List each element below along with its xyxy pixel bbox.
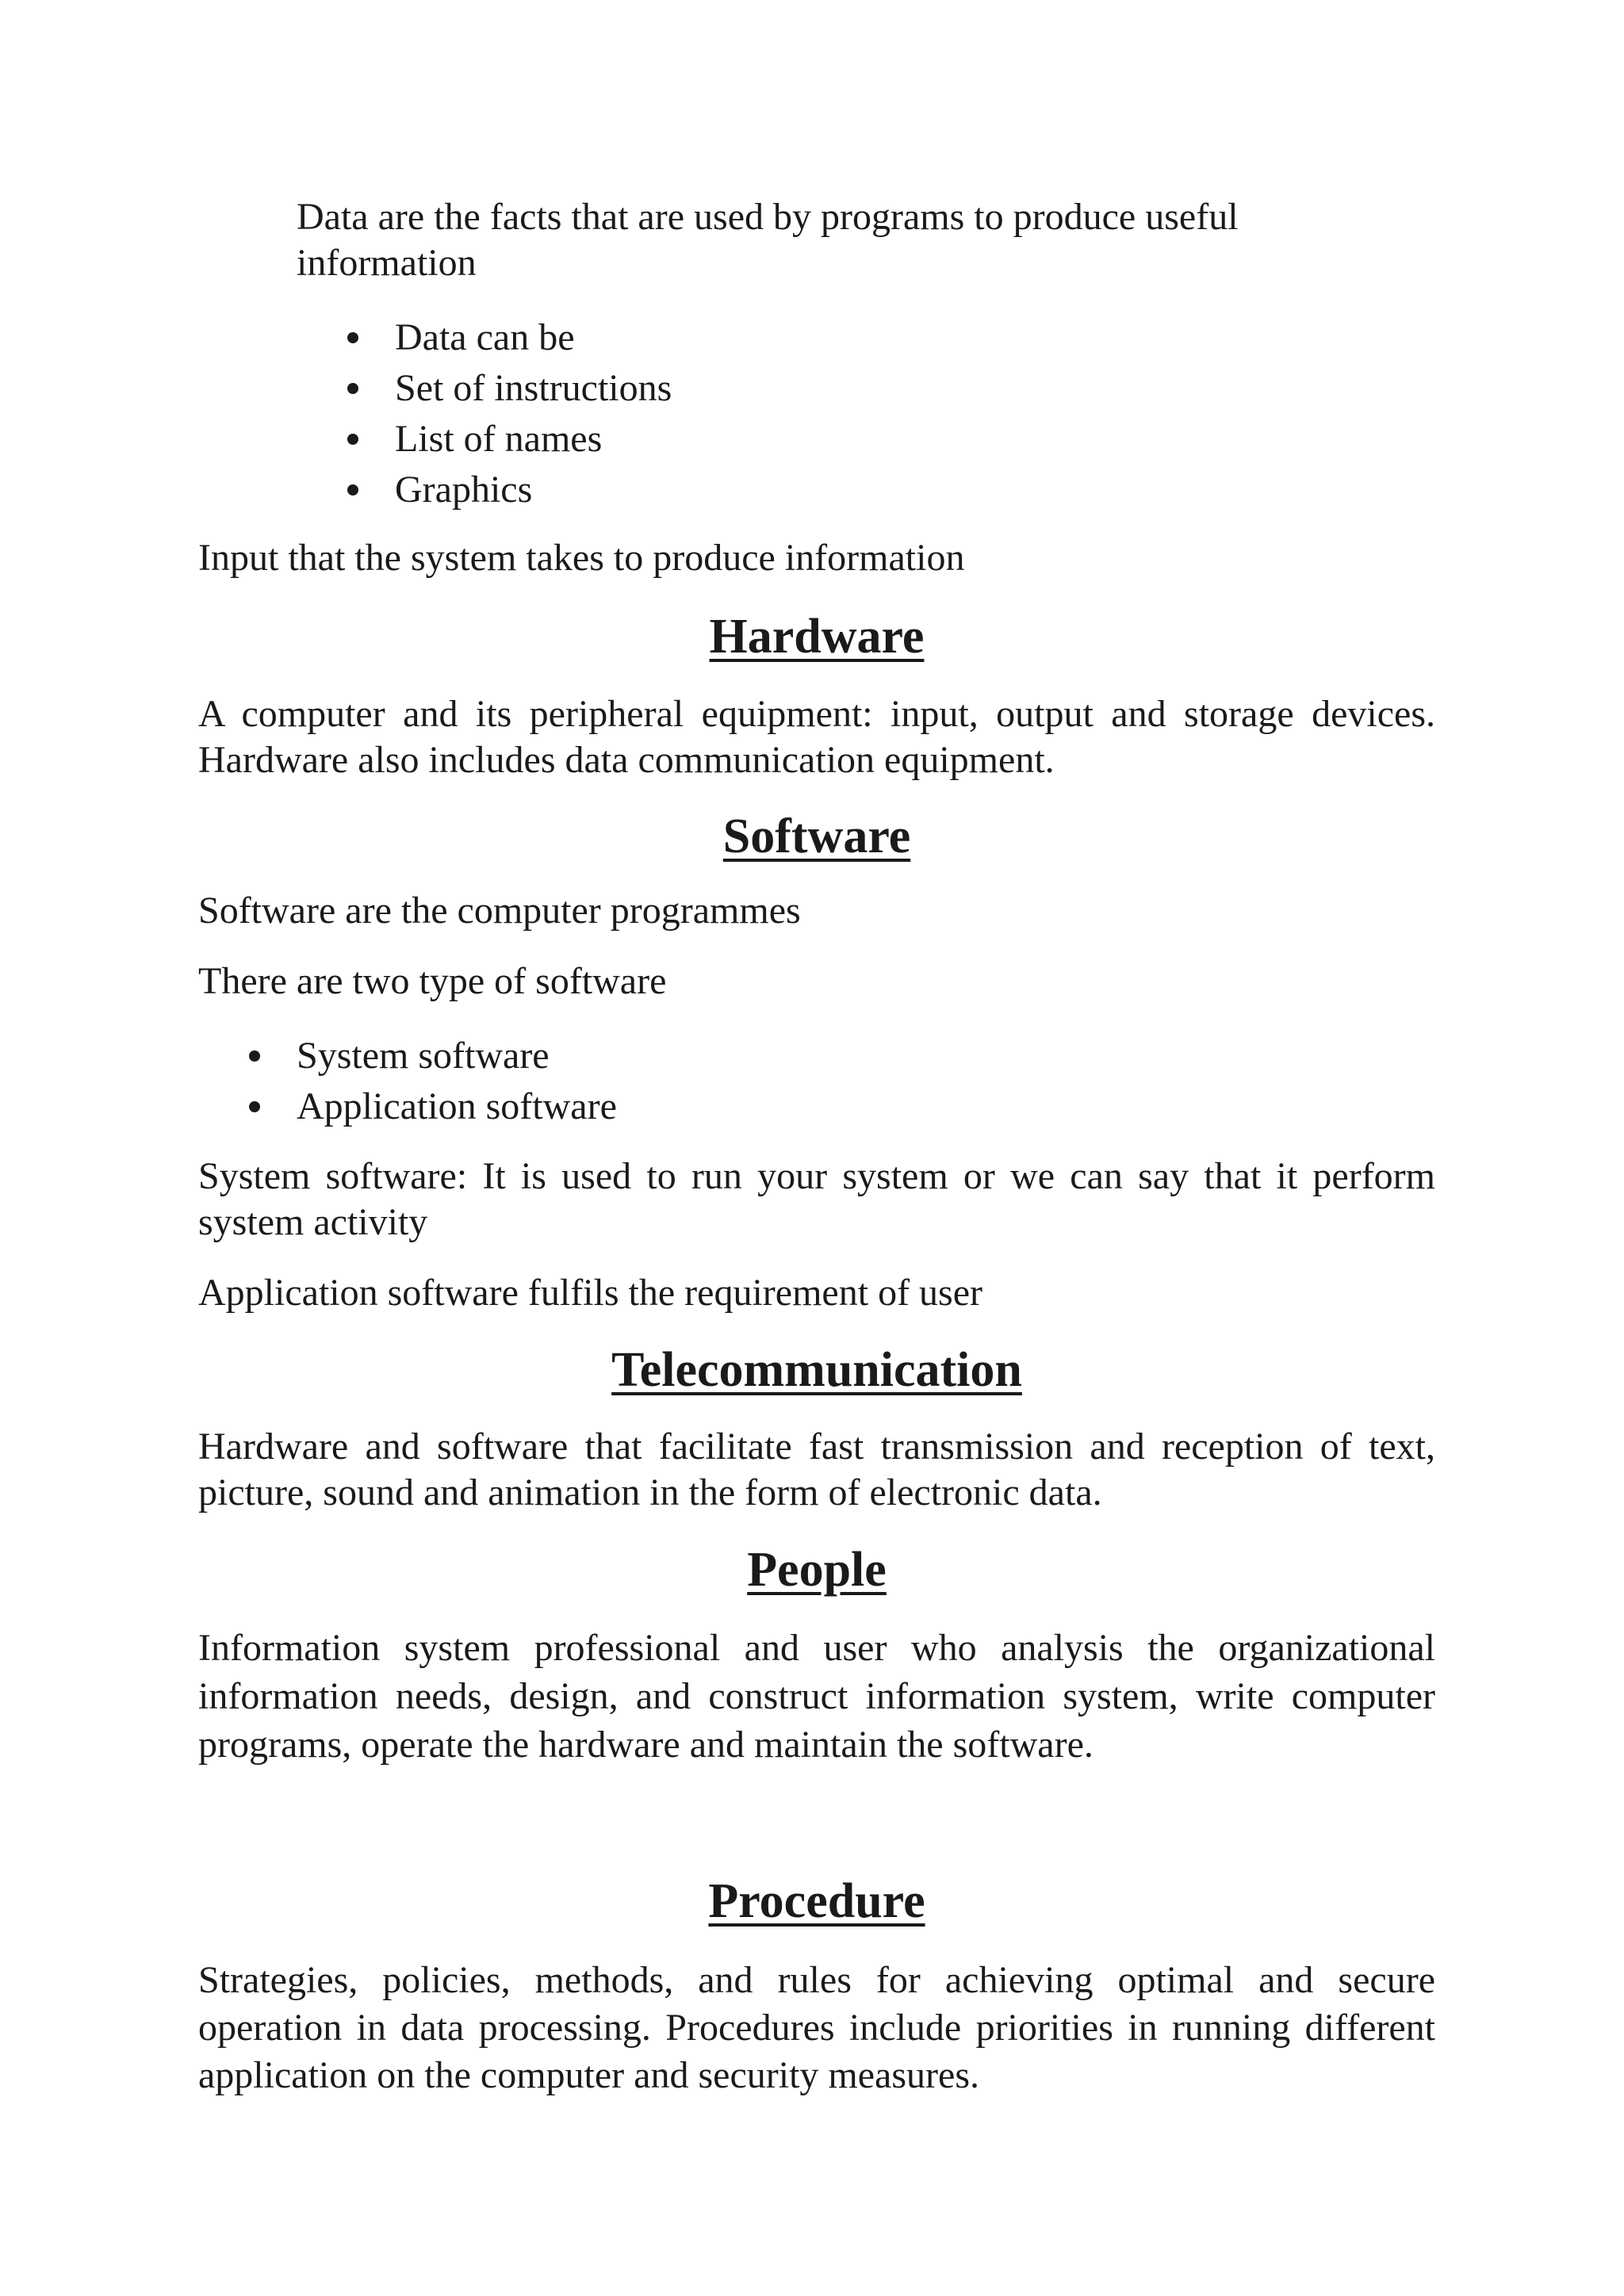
hardware-heading: Hardware (709, 610, 925, 664)
bullet-icon (347, 383, 358, 394)
software-text-4: Application software fulfils the requirement of user (198, 1272, 983, 1314)
software-text-3: System software: It is used to run your system or we can say that it perform system activity (198, 1155, 1435, 1243)
list-item: System software (247, 1031, 617, 1081)
procedure-heading: Procedure (708, 1874, 925, 1928)
bullet-icon (249, 1050, 260, 1062)
software-text-2: There are two type of software (198, 960, 667, 1002)
telecommunication-text: Hardware and software that facilitate fast transmission and reception of text, picture, sound and animation in the form of electronic data. (198, 1425, 1435, 1513)
people-text: Information system professional and user who analysis the organizational information needs, design, and construct information system, write computer programs, operate the hardware and maintain the software. (198, 1627, 1435, 1766)
bullet-icon (347, 332, 358, 343)
intro-bullet-list (346, 312, 672, 515)
bullet-icon (249, 1101, 260, 1112)
hardware-text: A computer and its peripheral equipment: input, output and storage devices. Hardware also includes data communication equipment. (198, 693, 1435, 781)
telecommunication-heading: Telecommunication (611, 1343, 1022, 1397)
software-bullet-list (247, 1031, 617, 1132)
software-text-1: Software are the computer programmes (198, 890, 801, 932)
intro-after-text: Input that the system takes to produce information (198, 537, 965, 579)
procedure-text: Strategies, policies, methods, and rules for achieving optimal and secure operation in data processing. Procedures include priorities in running different application on the computer and security measures. (198, 1959, 1435, 2096)
people-heading: People (747, 1543, 887, 1597)
list-item: Application software (247, 1081, 617, 1132)
software-heading: Software (722, 809, 911, 863)
list-item: List of names (346, 414, 672, 465)
list-item: Set of instructions (346, 363, 672, 414)
bullet-icon (347, 434, 358, 445)
intro-text: Data are the facts that are used by programs to produce useful information (297, 196, 1239, 284)
list-item: Graphics (346, 465, 672, 515)
list-item: Data can be (346, 312, 672, 363)
bullet-icon (347, 484, 358, 496)
